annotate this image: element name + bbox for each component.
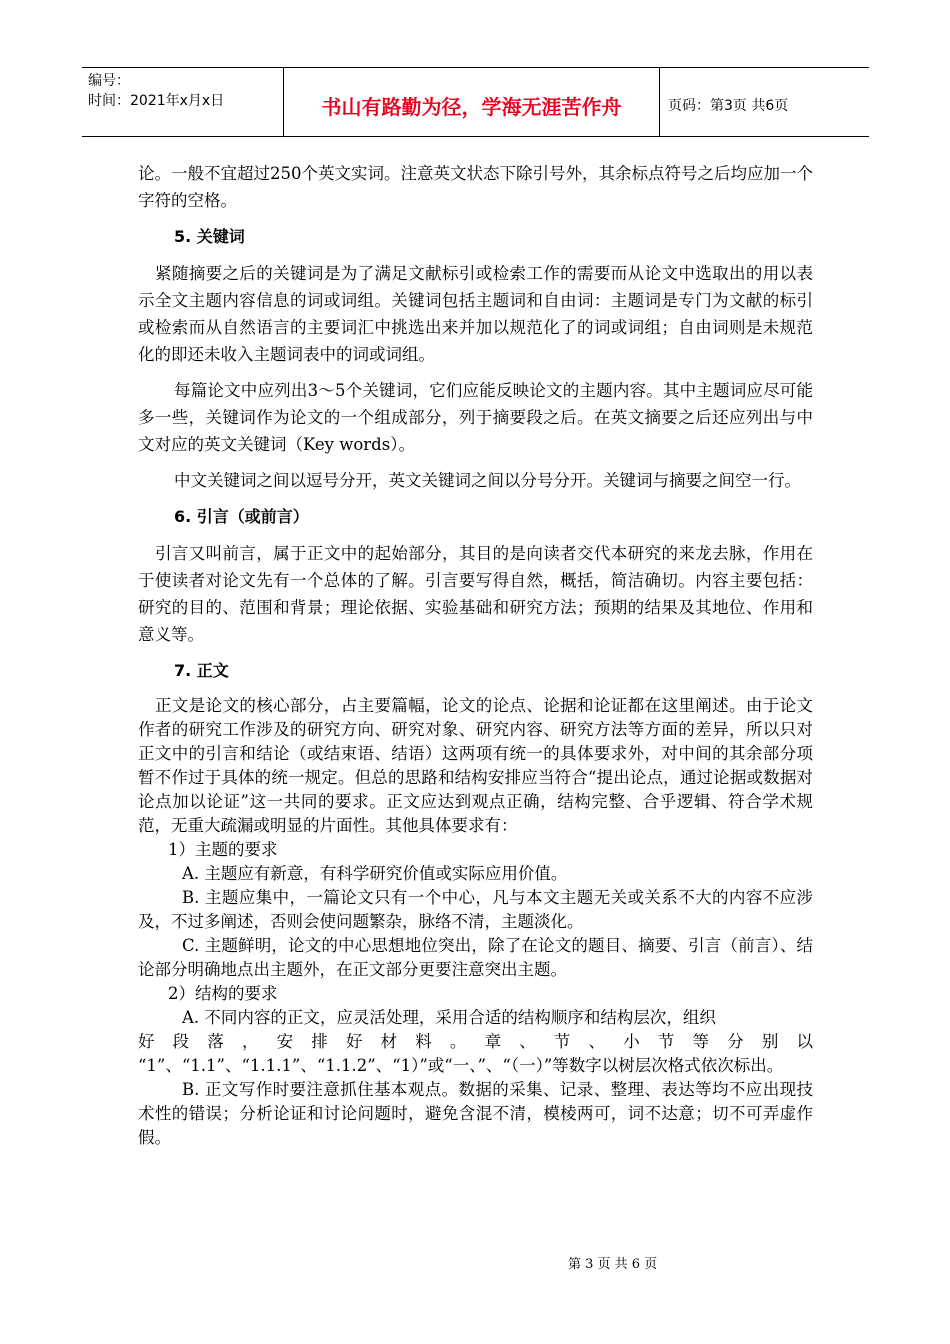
- section-heading-keywords: 5. 关键词: [174, 227, 245, 246]
- list-item-structure-b: B. 正文写作时要注意抓住基本观点。数据的采集、记录、整理、表达等均不应出现技术性的错误；分析论证和讨论问题时，避免含混不清，模棱两可，词不达意；切不可弄虚作假。: [138, 1080, 813, 1147]
- paragraph-keywords-1: 紧随摘要之后的关键词是为了满足文献标引或检索工作的需要而从论文中选取出的用以表示全文主题内容信息的词或词组。关键词包括主题词和自由词：主题词是专门为文献的标引或检索而从自然语言的主要词汇中挑选出来并加以规范化了的词或词组；自由词则是未规范化的即还未收入主题词表中的词或词组。: [138, 264, 813, 364]
- document-number-label: 编号：: [88, 73, 130, 89]
- list-item-structure-a-rest: “1”、“1.1”、“1.1.1”、“1.1.2”、“1）”或“一、”、“（一）”等数字以树层次格式依次标出。: [138, 1056, 784, 1075]
- section-heading-main-text: 7. 正文: [174, 661, 229, 680]
- subsection-theme-requirements: 1）主题的要求: [168, 840, 278, 859]
- list-item-theme-a: A. 主题应有新意，有科学研究价值或实际应用价值。: [182, 864, 568, 883]
- list-item-theme-c: C. 主题鲜明，论文的中心思想地位突出，除了在论文的题目、摘要、引言（前言）、结论部分明确地点出主题外，在正文部分更要注意突出主题。: [138, 936, 813, 979]
- subsection-structure-requirements: 2）结构的要求: [168, 984, 278, 1003]
- header-motto: 书山有路勤为径，学海无涯苦作舟: [284, 68, 660, 136]
- document-date-label: 时间：2021年x月x日: [88, 93, 225, 109]
- paragraph-introduction: 引言又叫前言，属于正文中的起始部分，其目的是向读者交代本研究的来龙去脉，作用在于使读者对论文先有一个总体的了解。引言要写得自然，概括，简洁确切。内容主要包括：研究的目的、范围和背景；理论依据、实验基础和研究方法；预期的结果及其地位、作用和意义等。: [138, 544, 813, 644]
- paragraph-intro: 论。一般不宜超过250个英文实词。注意英文状态下除引号外，其余标点符号之后均应加一个字符的空格。: [138, 164, 813, 210]
- section-heading-introduction: 6. 引言（或前言）: [174, 507, 309, 526]
- paragraph-keywords-3: 中文关键词之间以逗号分开，英文关键词之间以分号分开。关键词与摘要之间空一行。: [174, 471, 801, 490]
- paragraph-main-text: 正文是论文的核心部分，占主要篇幅，论文的论点、论据和论证都在这里阐述。由于论文作者的研究工作涉及的研究方向、研究对象、研究内容、研究方法等方面的差异，所以只对正文中的引言和结论（或结束语、结语）这两项有统一的具体要求外，对中间的其余部分项暂不作过于具体的统一规定。但总的思路和结构安排应当符合“提出论点，通过论据或数据对论点加以论证”这一共同的要求。正文应达到观点正确，结构完整、合乎逻辑、符合学术规范，无重大疏漏或明显的片面性。其他具体要求有：: [138, 696, 813, 835]
- list-item-theme-b: B. 主题应集中，一篇论文只有一个中心，凡与本文主题无关或关系不大的内容不应涉及，不过多阐述，否则会使问题繁杂，脉络不清，主题淡化。: [138, 888, 813, 931]
- list-item-structure-a-line1: A. 不同内容的正文，应灵活处理，采用合适的结构顺序和结构层次，组织: [182, 1008, 716, 1027]
- page-footer: 第 3 页 共 6 页: [568, 1257, 658, 1272]
- document-body: [138, 160, 813, 1150]
- page-header: [82, 67, 869, 137]
- header-page-label: 页码：第3页 共6页: [668, 98, 789, 114]
- paragraph-keywords-2: 每篇论文中应列出3～5个关键词，它们应能反映论文的主题内容。其中主题词应尽可能多一些，关键词作为论文的一个组成部分，列于摘要段之后。在英文摘要之后还应列出与中文对应的英文关键词（Key words）。: [138, 381, 813, 454]
- header-meta: [82, 68, 284, 136]
- list-item-structure-a-line2: 好段落，安排好材料。章、节、小节等分别以: [138, 1032, 813, 1051]
